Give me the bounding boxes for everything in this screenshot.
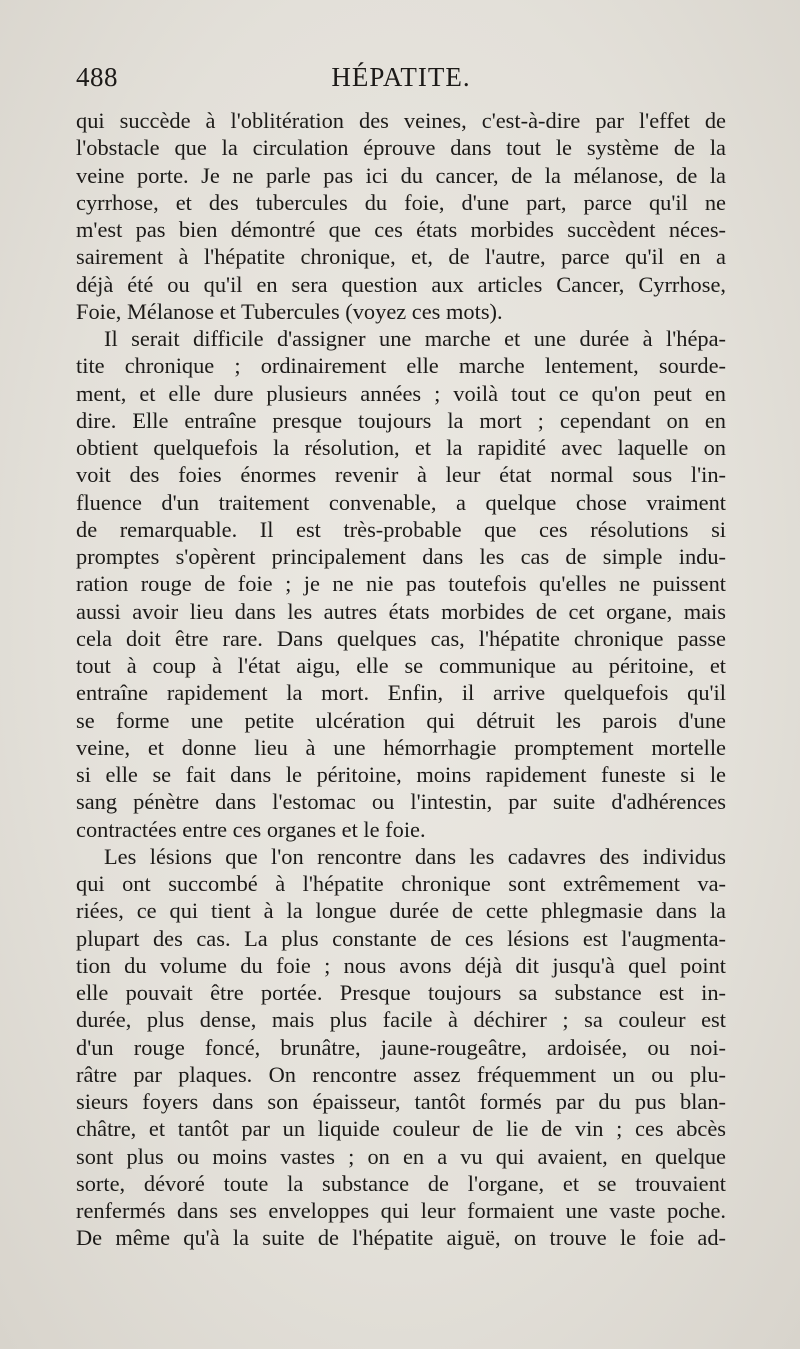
text-line: qui ont succombé à l'hépatite chronique sont extrêmement va-	[76, 871, 726, 896]
text-line: promptes s'opèrent principalement dans les cas de simple indu-	[76, 544, 726, 569]
text-line: fluence d'un traitement convenable, a quelque chose vraiment	[76, 489, 726, 515]
page-number: 488	[76, 62, 118, 92]
text-line: tite chronique ; ordinairement elle marche lentement, sourde-	[76, 353, 726, 379]
text-line: veine porte. Je ne parle pas ici du cancer, de la mélanose, de la	[76, 162, 726, 188]
text-line: obtient quelquefois la résolution, et la rapidité avec laquelle on	[76, 435, 726, 460]
paragraph-first-line: Il serait difficile d'assigner une marche et une durée à l'hépa-	[104, 326, 726, 351]
paragraph-first-line: Les lésions que l'on rencontre dans les cadavres des individus	[104, 843, 726, 869]
text-line: veine, et donne lieu à une hémorrhagie promptement mortelle	[76, 734, 726, 760]
text-line: l'obstacle que la circulation éprouve dans tout le système de la	[76, 135, 726, 161]
text-line: renfermés dans ses enveloppes qui leur formaient une vaste poche.	[76, 1198, 726, 1223]
text-line: durée, plus dense, mais plus facile à déchirer ; sa couleur est	[76, 1007, 726, 1033]
body-text	[76, 107, 726, 1252]
text-line: plupart des cas. La plus constante de ces lésions est l'augmenta-	[76, 925, 726, 951]
text-line: châtre, et tantôt par un liquide couleur de lie de vin ; ces abcès	[76, 1116, 726, 1142]
text-line: De même qu'à la suite de l'hépatite aiguë, on trouve le foie ad-	[76, 1225, 726, 1251]
running-title: HÉPATITE.	[331, 62, 471, 92]
text-line: si elle se fait dans le péritoine, moins rapidement funeste si le	[76, 762, 726, 787]
text-line: entraîne rapidement la mort. Enfin, il arrive quelquefois qu'il	[76, 680, 726, 706]
text-line: ment, et elle dure plusieurs années ; voilà tout ce qu'on peut en	[76, 380, 726, 406]
text-line: sorte, dévoré toute la substance de l'organe, et se trouvaient	[76, 1170, 726, 1196]
text-line: aussi avoir lieu dans les autres états morbides de cet organe, mais	[76, 598, 726, 624]
text-line: Foie, Mélanose et Tubercules (voyez ces mots).	[76, 298, 503, 324]
text-line: sont plus ou moins vastes ; on en a vu qui avaient, en quelque	[76, 1143, 726, 1169]
text-line: de remarquable. Il est très-probable que ces résolutions si	[76, 516, 726, 542]
text-line: se forme une petite ulcération qui détruit les parois d'une	[76, 707, 726, 733]
page-header	[76, 62, 726, 102]
text-line: sang pénètre dans l'estomac ou l'intestin, par suite d'adhérences	[76, 789, 726, 815]
text-line: riées, ce qui tient à la longue durée de cette phlegmasie dans la	[76, 898, 726, 924]
text-line: m'est pas bien démontré que ces états morbides succèdent néces-	[76, 217, 726, 242]
text-line: elle pouvait être portée. Presque toujours sa substance est in-	[76, 980, 726, 1005]
text-line: sieurs foyers dans son épaisseur, tantôt formés par du pus blan-	[76, 1089, 726, 1114]
text-line: cela doit être rare. Dans quelques cas, l'hépatite chronique passe	[76, 625, 726, 651]
text-line: cyrrhose, et des tubercules du foie, d'une part, parce qu'il ne	[76, 189, 726, 215]
text-line: déjà été ou qu'il en sera question aux articles Cancer, Cyrrhose,	[76, 271, 726, 297]
text-line: dire. Elle entraîne presque toujours la mort ; cependant on en	[76, 407, 726, 433]
text-line: qui succède à l'oblitération des veines, c'est-à-dire par l'effet de	[76, 108, 726, 133]
text-line: sairement à l'hépatite chronique, et, de l'autre, parce qu'il en a	[76, 244, 726, 270]
text-line: contractées entre ces organes et le foie.	[76, 816, 426, 842]
text-line: voit des foies énormes revenir à leur état normal sous l'in-	[76, 462, 726, 488]
text-line: d'un rouge foncé, brunâtre, jaune-rougeâtre, ardoisée, ou noi-	[76, 1034, 726, 1060]
text-line: tion du volume du foie ; nous avons déjà dit jusqu'à quel point	[76, 952, 726, 978]
text-line: ration rouge de foie ; je ne nie pas toutefois qu'elles ne puissent	[76, 571, 726, 597]
text-line: râtre par plaques. On rencontre assez fréquemment un ou plu-	[76, 1061, 726, 1087]
text-line: tout à coup à l'état aigu, elle se communique au péritoine, et	[76, 653, 726, 678]
